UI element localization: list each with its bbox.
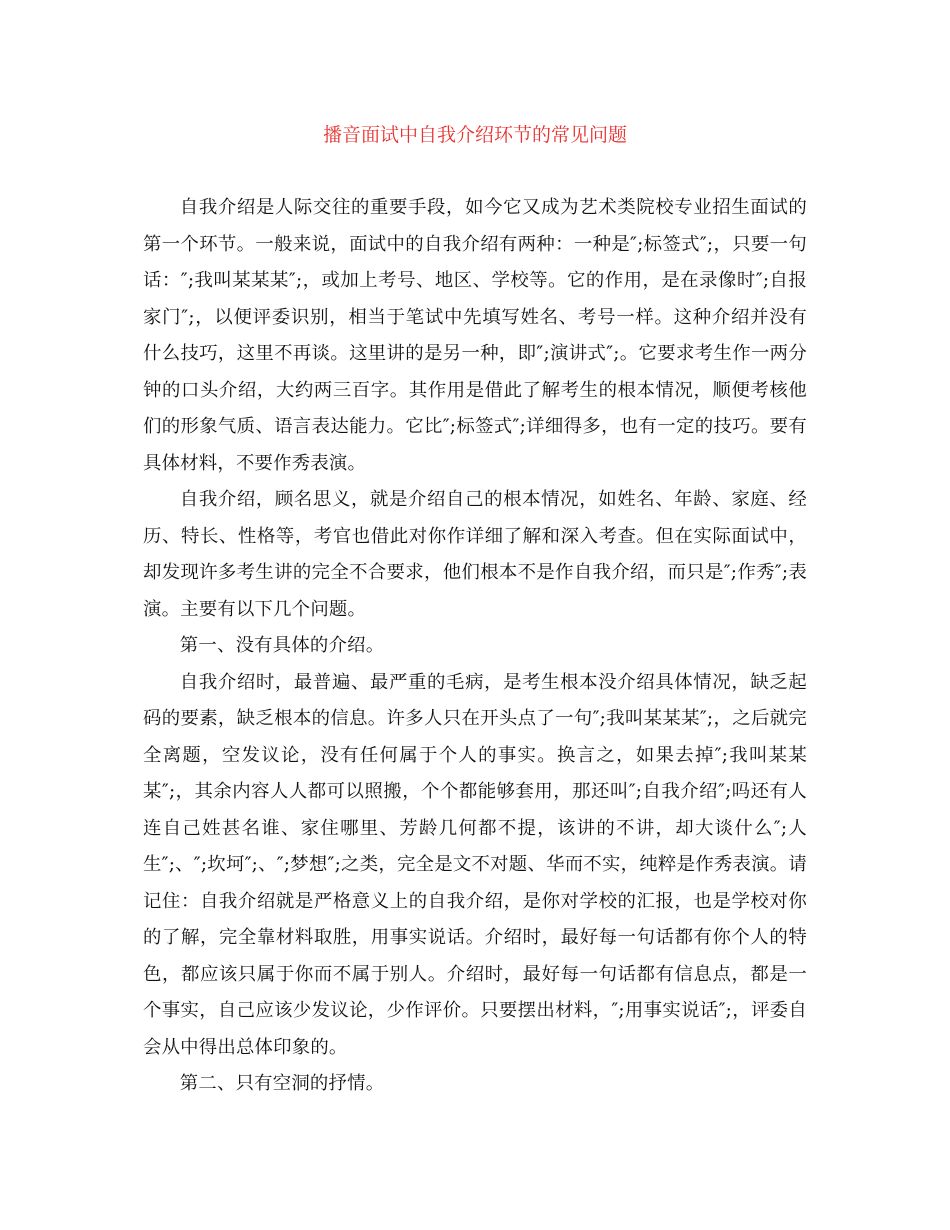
document-body [143,190,807,1103]
paragraph-first-problem: 自我介绍时，最普遍、最严重的毛病，是考生根本没介绍具体情况，缺乏起码的要素，缺乏根本的信息。许多人只在开头点了一句″;我叫某某某″;，之后就完全离题，空发议论，没有任何属于个人的事实。换言之，如果去掉″;我叫某某某″;，其余内容人人都可以照搬，个个都能够套用，那还叫″;自我介绍″;吗还有人连自己姓甚名谁、家住哪里、芳龄几何都不提，该讲的不讲，却大谈什么″;人生″;、″;坎坷″;、″;梦想″;之类，完全是文不对题、华而不实，纯粹是作秀表演。请记住：自我介绍就是严格意义上的自我介绍，是你对学校的汇报，也是学校对你的了解，完全靠材料取胜，用事实说话。介绍时，最好每一句话都有你个人的特色，都应该只属于你而不属于别人。介绍时，最好每一句话都有信息点，都是一个事实，自己应该少发议论，少作评价。只要摆出材料，″;用事实说话″;，评委自会从中得出总体印象的。 [143,671,807,1058]
section-heading-first: 第一、没有具体的介绍。 [179,635,385,656]
paragraph-intro: 自我介绍是人际交往的重要手段，如今它又成为艺术类院校专业招生面试的第一个环节。一般来说，面试中的自我介绍有两种：一种是″;标签式″;，只要一句话：″;我叫某某某″;，或加上考号、地区、学校等。它的作用，是在录像时″;自报家门″;，以便评委识别，相当于笔试中先填写姓名、考号一样。这种介绍并没有什么技巧，这里不再谈。这里讲的是另一种，即″;演讲式″;。它要求考生作一两分钟的口头介绍，大约两三百字。其作用是借此了解考生的根本情况，顺便考核他们的形象气质、语言表达能力。它比″;标签式″;详细得多，也有一定的技巧。要有具体材料，不要作秀表演。 [143,197,807,474]
document-title: 播音面试中自我介绍环节的常见问题 [322,124,627,146]
paragraph-definition: 自我介绍，顾名思义，就是介绍自己的根本情况，如姓名、年龄、家庭、经历、特长、性格等，考官也借此对你作详细了解和深入考查。但在实际面试中，却发现许多考生讲的完全不合要求，他们根本不是作自我介绍，而只是″;作秀″;表演。主要有以下几个问题。 [143,489,807,620]
section-heading-second: 第二、只有空洞的抒情。 [179,1073,385,1094]
